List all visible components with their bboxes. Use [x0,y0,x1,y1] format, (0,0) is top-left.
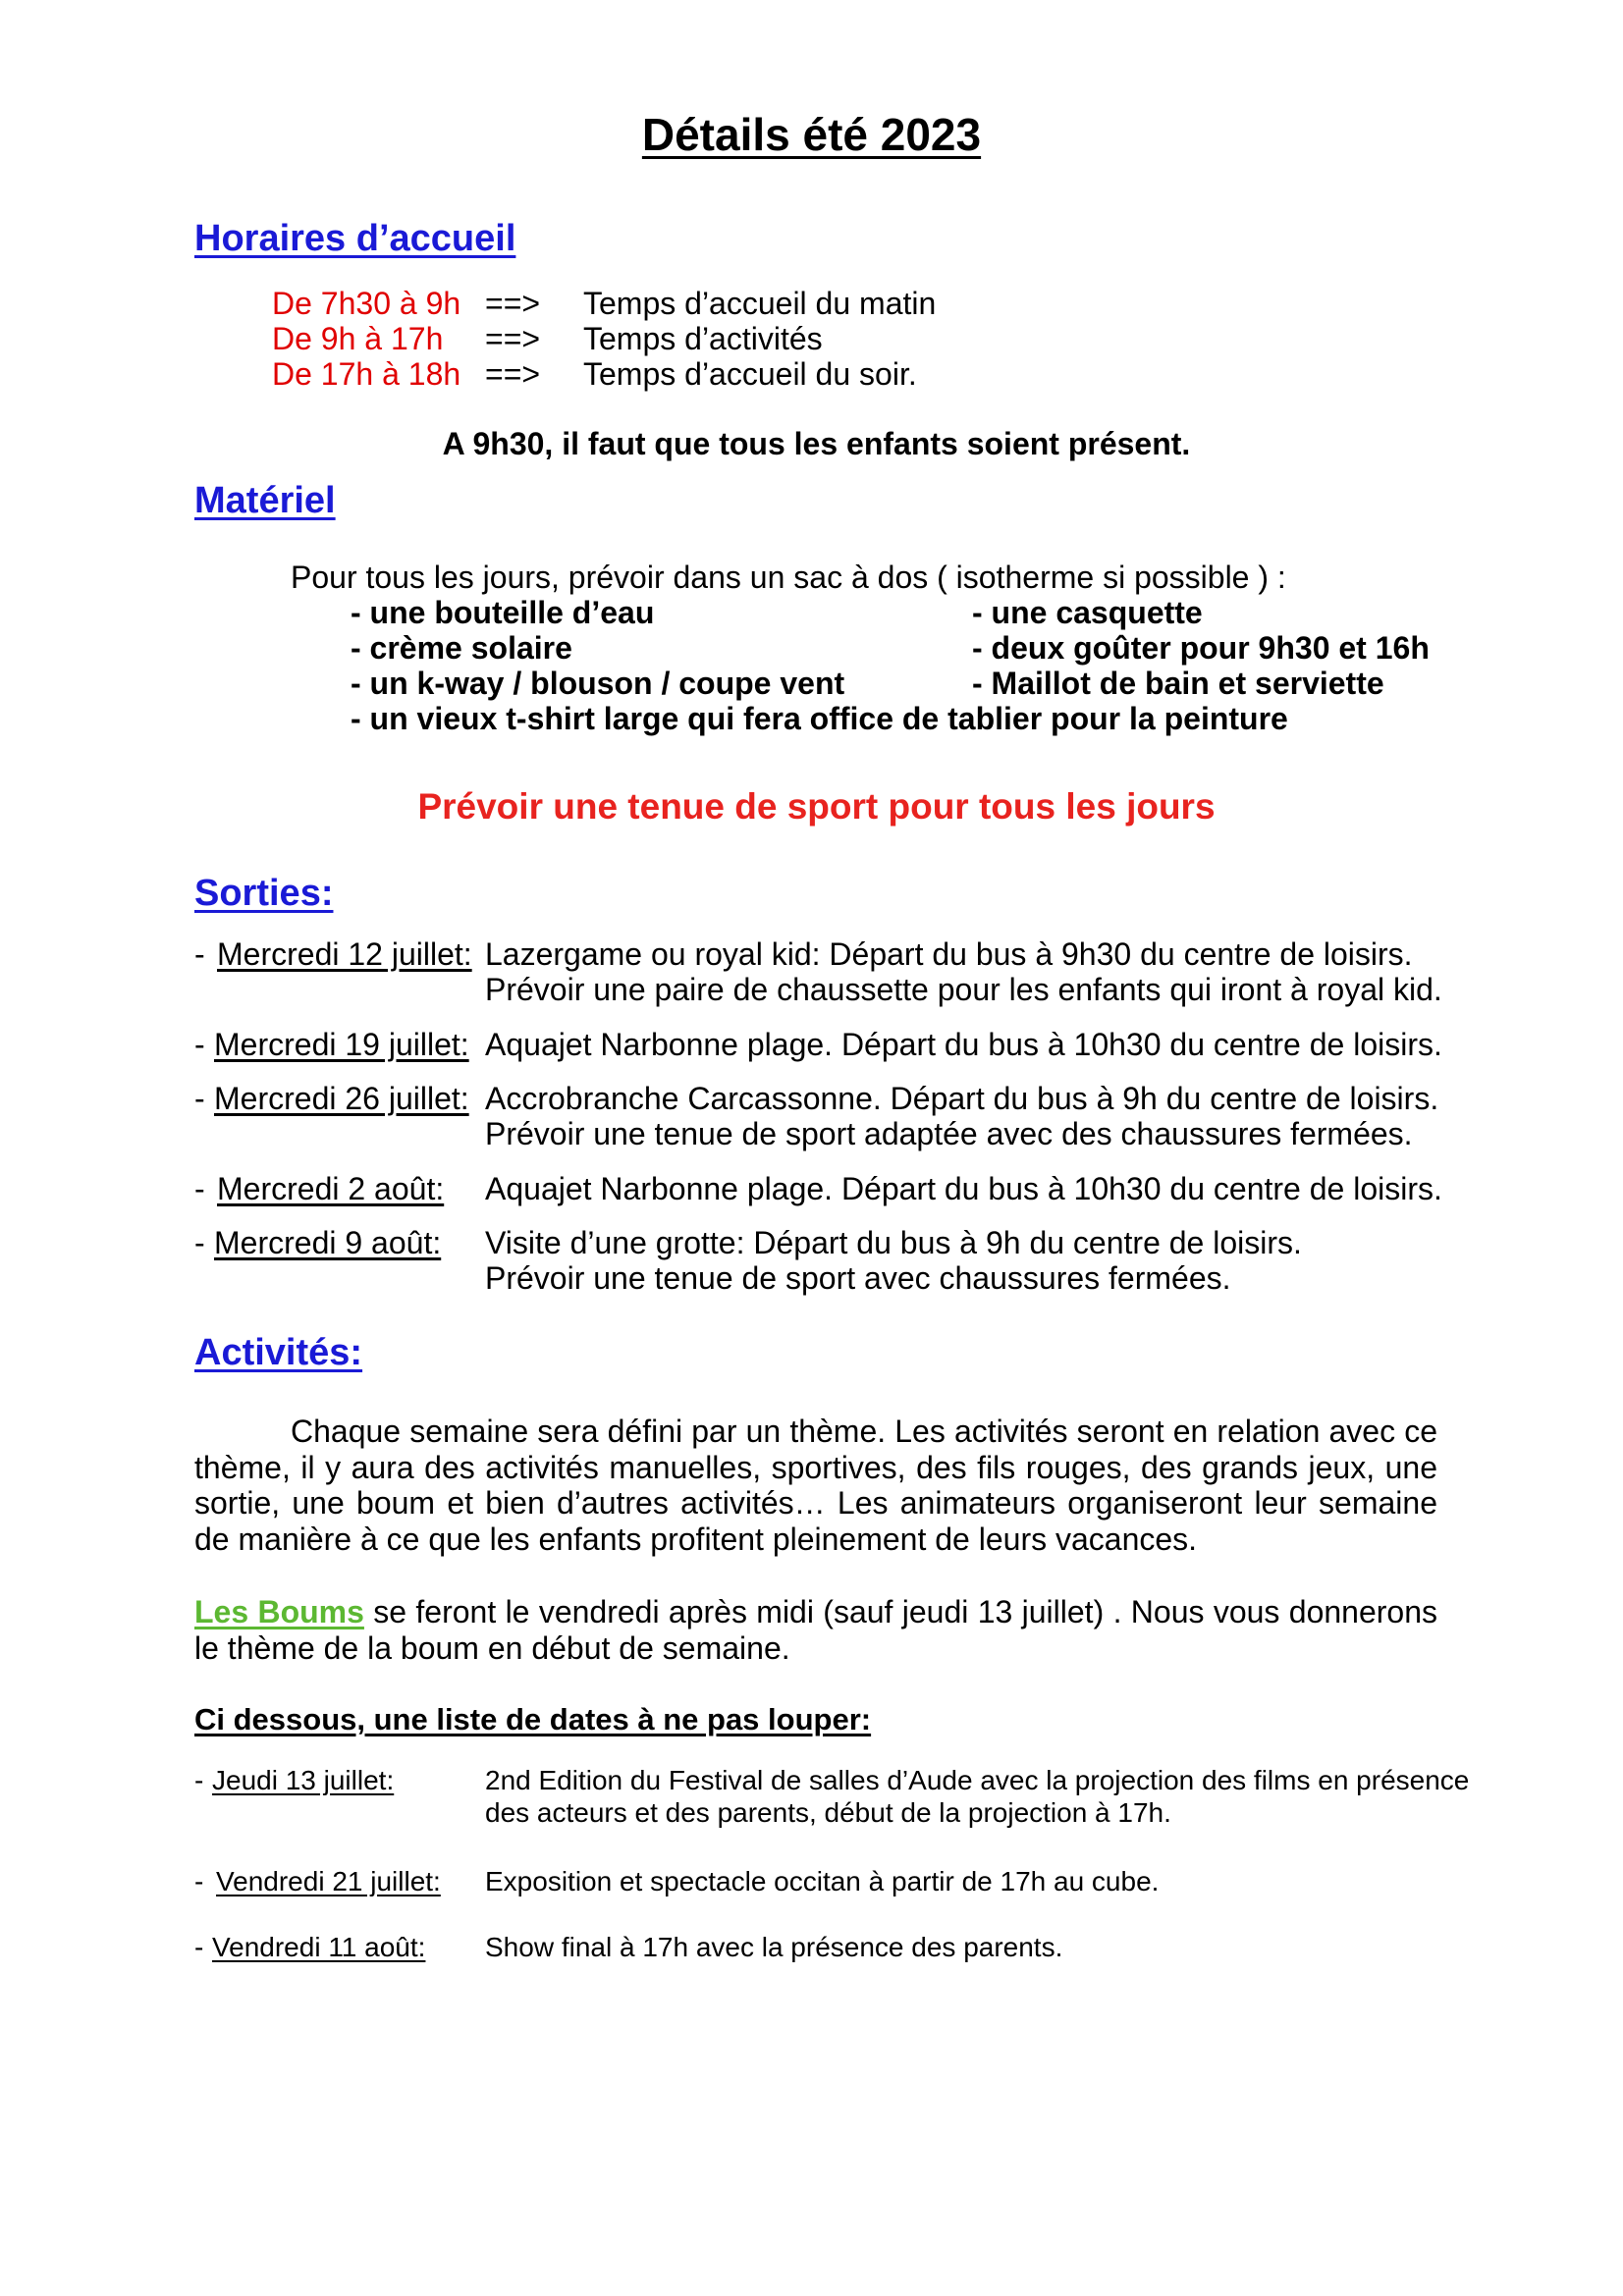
activites-heading: Activités: [194,1332,363,1373]
sortie-desc: Lazergame ou royal kid: Départ du bus à 9h30 du centre de loisirs. [485,936,1413,972]
date-label: Vendredi 21 juillet: [216,1866,441,1896]
sortie-dash: - [194,1081,205,1116]
date-label: Jeudi 13 juillet: [212,1765,395,1795]
sortie-dash: - [194,1171,205,1206]
sortie-desc: Aquajet Narbonne plage. Départ du bus à 10h30 du centre de loisirs. [485,1027,1442,1062]
horaire-time-2: De 9h à 17h [272,321,444,356]
date-dash: - [194,1765,204,1795]
dates-heading: Ci dessous, une liste de dates à ne pas louper: [194,1702,872,1736]
date-desc: Exposition et spectacle occitan à partir de 17h au cube. [485,1866,1160,1896]
horaire-time-1: De 7h30 à 9h [272,286,461,321]
sortie-date: Mercredi 19 juillet: [214,1027,469,1062]
sortie-desc: Prévoir une tenue de sport adaptée avec des chaussures fermées. [485,1116,1413,1151]
boums-label: Les Boums [194,1594,364,1629]
horaire-arrow-1: ==> [485,286,541,321]
date-desc: 2nd Edition du Festival de salles d’Aude avec la projection des films en présence [485,1765,1470,1795]
sortie-dash: - [194,1225,205,1260]
date-dash: - [194,1866,204,1896]
materiel-intro: Pour tous les jours, prévoir dans un sac à dos ( isotherme si possible ) : [291,560,1286,595]
sorties-heading: Sorties: [194,873,334,914]
date-desc: des acteurs et des parents, début de la projection à 17h. [485,1797,1171,1828]
activites-paragraph: Chaque semaine sera défini par un thème. Les activités seront en relation avec ce thème, il y aura des activités manuelles, sportives, des fils rouges, des grands jeux, une sortie, une boum et bien d’autres activités… Les animateurs organiseront leur semaine de manière à ce que les enfants profitent pleinement de leurs vacances. [194,1414,1437,1557]
materiel-item: - deux goûter pour 9h30 et 16h [972,630,1430,666]
horaire-desc-1: Temps d’accueil du matin [583,286,937,321]
date-label: Vendredi 11 août: [212,1932,426,1962]
materiel-heading: Matériel [194,480,336,521]
sport-outfit-note: Prévoir une tenue de sport pour tous les jours [417,786,1216,827]
horaire-desc-2: Temps d’activités [583,321,823,356]
materiel-item: - une bouteille d’eau [351,595,655,630]
horaire-arrow-3: ==> [485,356,541,392]
horaire-desc-3: Temps d’accueil du soir. [583,356,917,392]
boums-paragraph [194,1594,1437,1666]
materiel-item: - un vieux t-shirt large qui fera office de tablier pour la peinture [351,701,1288,736]
materiel-item: - un k-way / blouson / coupe vent [351,666,845,701]
sortie-desc: Prévoir une paire de chaussette pour les enfants qui iront à royal kid. [485,972,1442,1007]
sortie-dash: - [194,1027,205,1062]
sortie-desc: Prévoir une tenue de sport avec chaussures fermées. [485,1260,1231,1296]
sortie-desc: Accrobranche Carcassonne. Départ du bus à 9h du centre de loisirs. [485,1081,1439,1116]
materiel-item: - crème solaire [351,630,572,666]
sortie-date: Mercredi 26 juillet: [214,1081,469,1116]
sortie-desc: Visite d’une grotte: Départ du bus à 9h du centre de loisirs. [485,1225,1302,1260]
sortie-dash: - [194,936,205,972]
presence-note: A 9h30, il faut que tous les enfants soient présent. [442,426,1191,461]
boums-text: se feront le vendredi après midi (sauf jeudi 13 juillet) . Nous vous donnerons le thème de la boum en début de semaine. [194,1594,1438,1666]
date-desc: Show final à 17h avec la présence des parents. [485,1932,1063,1962]
date-dash: - [194,1932,204,1962]
horaires-heading: Horaires d’accueil [194,218,516,259]
sortie-desc: Aquajet Narbonne plage. Départ du bus à 10h30 du centre de loisirs. [485,1171,1442,1206]
sortie-date: Mercredi 9 août: [214,1225,442,1260]
materiel-item: - une casquette [972,595,1203,630]
sortie-date: Mercredi 12 juillet: [217,936,472,972]
horaire-time-3: De 17h à 18h [272,356,461,392]
page-title: Détails été 2023 [641,109,982,160]
materiel-item: - Maillot de bain et serviette [972,666,1384,701]
sortie-date: Mercredi 2 août: [217,1171,445,1206]
horaire-arrow-2: ==> [485,321,541,356]
